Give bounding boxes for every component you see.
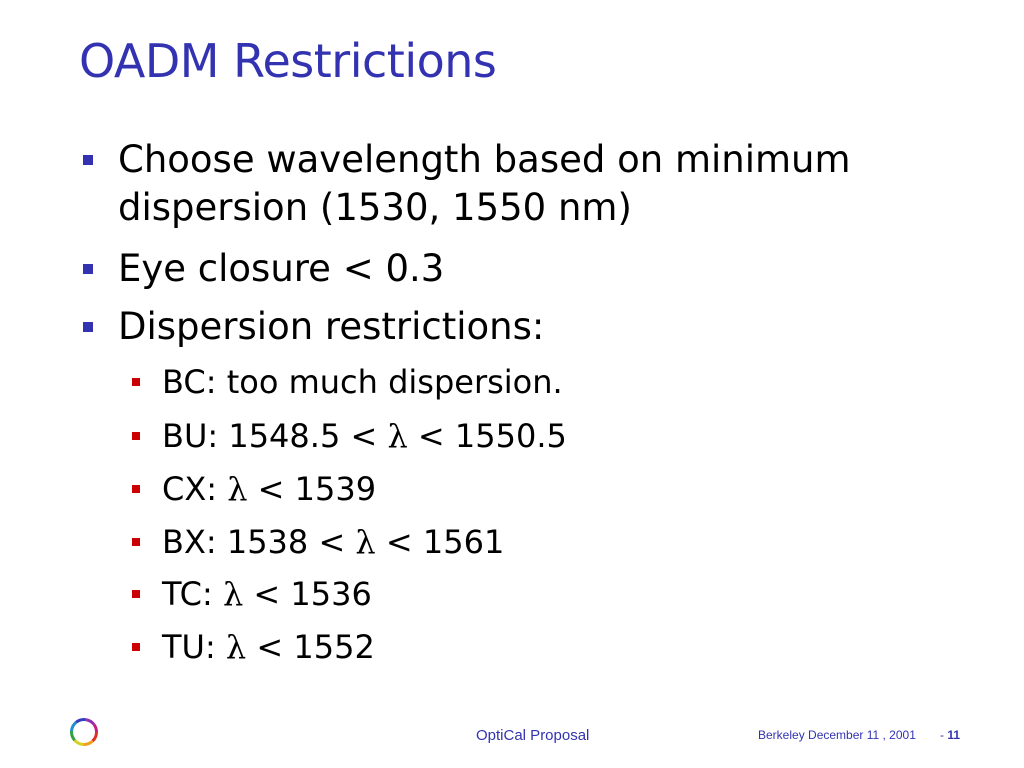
sub-bullet-prefix: TC: [162, 575, 223, 613]
footer-date: Berkeley December 11 , 2001 [758, 728, 916, 742]
bullet-text: Eye closure < 0.3 [118, 247, 445, 290]
sub-bullet-suffix: < 1561 [375, 523, 505, 561]
lambda-symbol: λ [222, 575, 244, 613]
bullet-square-icon [83, 322, 93, 332]
lambda-symbol: λ [227, 470, 248, 508]
lambda-symbol: λ [355, 523, 376, 561]
sub-bullet-prefix: BX: 1538 < [162, 523, 356, 561]
sub-bullet-prefix: CX: [162, 470, 228, 508]
sub-bullet-square-icon [132, 643, 140, 651]
page-number: 11 [947, 728, 961, 742]
bullet-item [118, 303, 998, 351]
sub-bullet-item [162, 469, 982, 509]
sub-bullet-item [162, 574, 982, 614]
footer-proposal-label: OptiCal Proposal [476, 727, 590, 744]
sub-bullet-suffix: < 1539 [247, 470, 377, 508]
sub-bullet-item [162, 416, 982, 456]
sub-bullet-item [162, 522, 982, 562]
sub-bullet-suffix: < 1552 [246, 628, 375, 666]
bullet-item [118, 136, 998, 232]
sub-bullet-suffix: < 1536 [243, 575, 372, 613]
bullet-text-line1: Choose wavelength based on minimum [118, 138, 851, 181]
sub-bullet-prefix: BC: too much dispersion. [162, 363, 563, 401]
sub-bullet-prefix: BU: 1548.5 < [162, 417, 388, 455]
sub-bullet-square-icon [132, 590, 140, 598]
sub-bullet-square-icon [132, 485, 140, 493]
sub-bullet-square-icon [132, 378, 140, 386]
footer-page-number [940, 728, 960, 742]
bullet-text-line2: dispersion (1530, 1550 nm) [118, 186, 632, 229]
sub-bullet-square-icon [132, 432, 140, 440]
sub-bullet-square-icon [132, 538, 140, 546]
lambda-symbol: λ [225, 628, 247, 666]
bullet-item [118, 245, 998, 293]
bullet-square-icon [83, 155, 93, 165]
bullet-text: Dispersion restrictions: [118, 305, 545, 348]
slide-title: OADM Restrictions [79, 34, 497, 88]
sub-bullet-suffix: < 1550.5 [407, 417, 567, 455]
sub-bullet-prefix: TU: [162, 628, 226, 666]
sub-bullet-item [162, 362, 982, 402]
sub-bullet-item [162, 627, 982, 667]
bullet-square-icon [83, 264, 93, 274]
lambda-symbol: λ [387, 417, 408, 455]
rainbow-ring-icon [69, 717, 99, 747]
footer-page-prefix: - [940, 728, 948, 742]
